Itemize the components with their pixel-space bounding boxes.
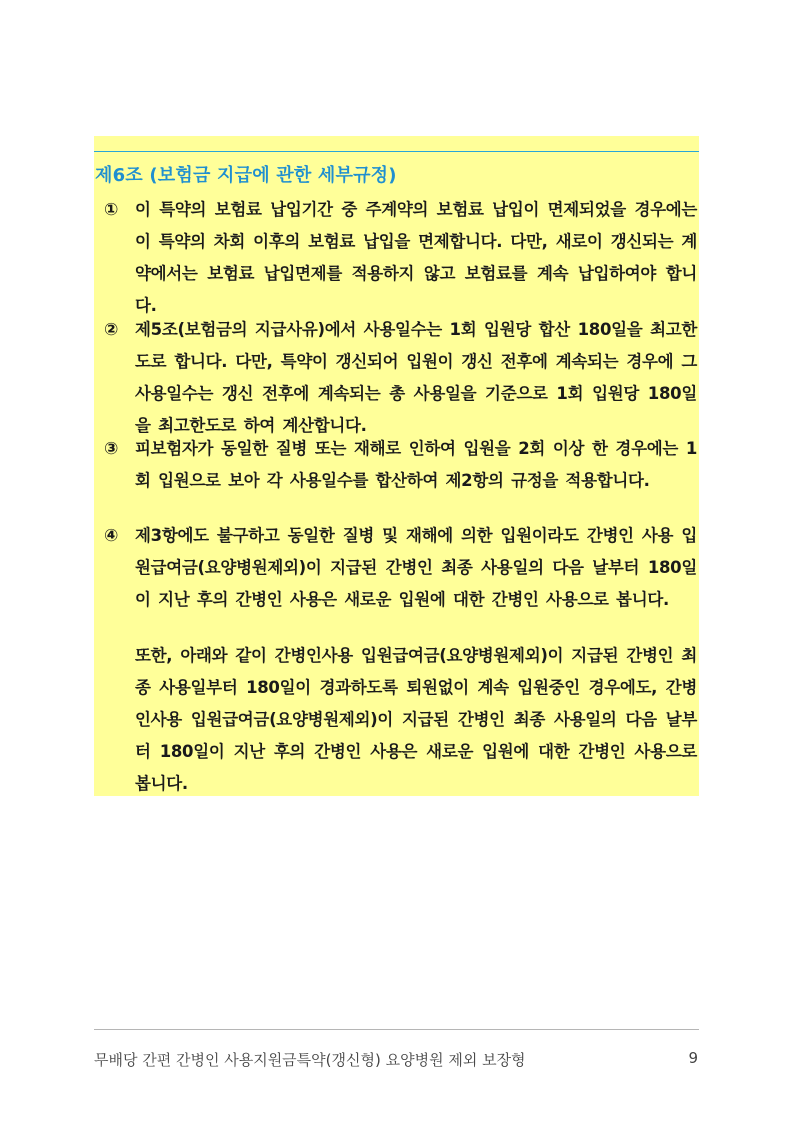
clause-text: 피보험자가 동일한 질병 또는 재해로 인하여 입원을 2회 이상 한 경우에는 1회 입원으로 보아 각 사용일수를 합산하여 제2항의 규정을 적용합니다.: [135, 439, 697, 490]
footer-document-title: 무배당 간편 간병인 사용지원금특약(갱신형) 요양병원 제외 보장형: [94, 1051, 526, 1069]
clause-marker: ②: [104, 320, 119, 340]
article-top-rule: [94, 151, 699, 152]
article-title: 제6조 (보험금 지급에 관한 세부규정): [95, 165, 397, 186]
footer-rule: [94, 1029, 699, 1030]
clause-marker: ①: [104, 200, 119, 220]
clause-continuation-text: 또한, 아래와 같이 간병인사용 입원급여금(요양병원제외)이 지급된 간병인 최종 사용일부터 180일이 경과하도록 퇴원없이 계속 입원중인 경우에도, 간병인사용 입원급여금(요양병원제외)이 지급된 간병인 최종 사용일의 다음 날부터 180일이 지난 후의 간병인 사용은 새로운 입원에 대한 간병인 사용으로 봅니다.: [135, 646, 697, 793]
page-number: 9: [688, 1049, 698, 1067]
article-box: [94, 136, 699, 796]
clause-text: 이 특약의 보험료 납입기간 중 주계약의 보험료 납입이 면제되었을 경우에는 이 특약의 차회 이후의 보험료 납입을 면제합니다. 다만, 새로이 갱신되는 계약에서는 보험료 납입면제를 적용하지 않고 보험료를 계속 납입하여야 합니다.: [135, 200, 697, 315]
clause-marker: ③: [104, 439, 119, 459]
clause-marker: ④: [104, 526, 119, 546]
clause-text: 제3항에도 불구하고 동일한 질병 및 재해에 의한 입원이라도 간병인 사용 입원급여금(요양병원제외)이 지급된 간병인 최종 사용일의 다음 날부터 180일이 지난 후의 간병인 사용은 새로운 입원에 대한 간병인 사용으로 봅니다.: [135, 526, 697, 609]
clause-text: 제5조(보험금의 지급사유)에서 사용일수는 1회 입원당 합산 180일을 최고한도로 합니다. 다만, 특약이 갱신되어 입원이 갱신 전후에 계속되는 경우에 그 사용일수는 갱신 전후에 계속되는 총 사용일을 기준으로 1회 입원당 180일을 최고한도로 하여 계산합니다.: [135, 320, 697, 435]
